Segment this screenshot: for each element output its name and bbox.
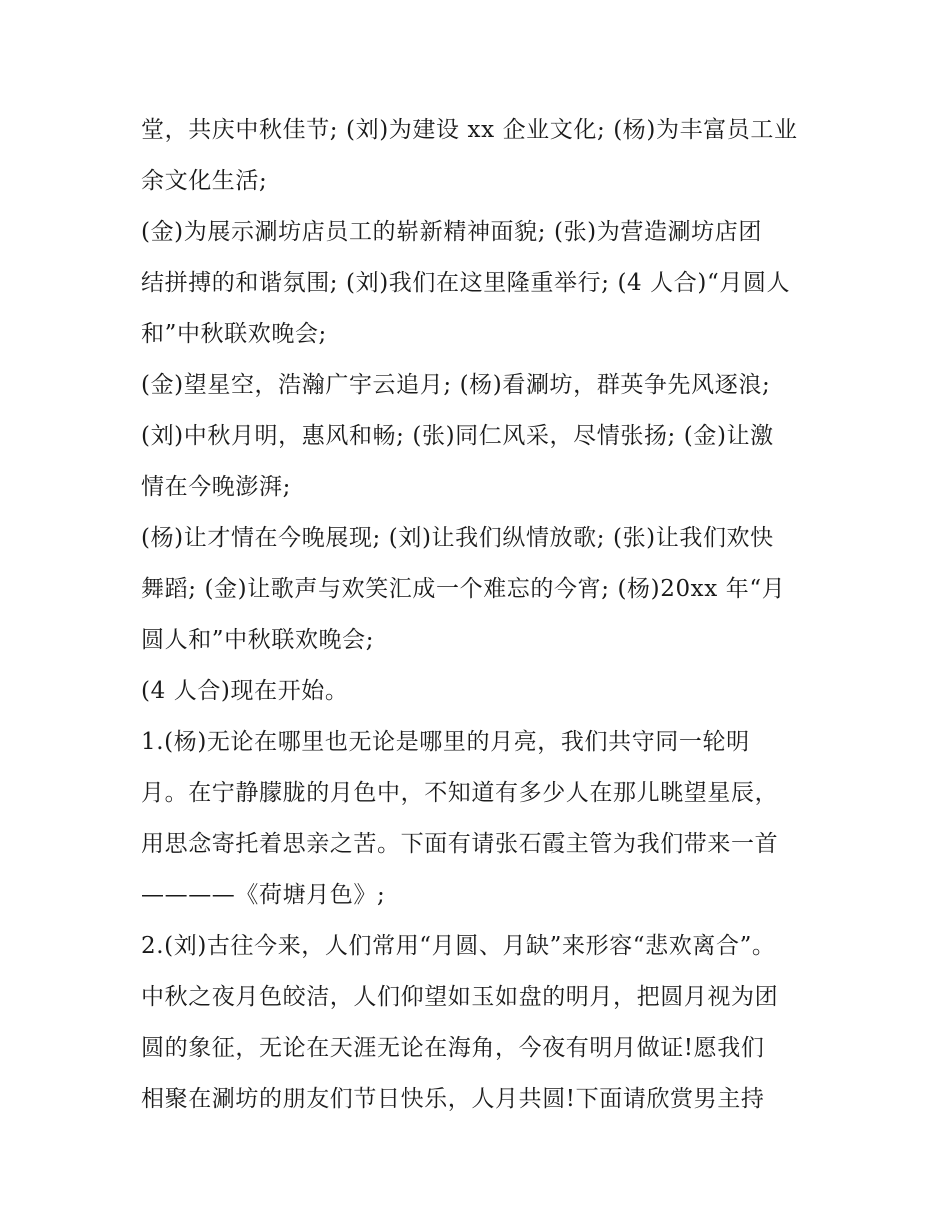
text-line: 圆的象征，无论在天涯无论在海角，今夜有明月做证!愿我们 — [141, 1035, 765, 1061]
text-line: 月。在宁静朦胧的月色中，不知道有多少人在那儿眺望星辰， — [141, 780, 779, 806]
text-line: 2.(刘)古往今来，人们常用“月圆、月缺”来形容“悲欢离合”。 — [141, 933, 776, 959]
text-line: 中秋之夜月色皎洁，人们仰望如玉如盘的明月，把圆月视为团 — [141, 984, 779, 1010]
text-line: 舞蹈; (金)让歌声与欢笑汇成一个难忘的今宵; (杨)20xx 年“月 — [141, 576, 786, 602]
text-line: 结拼搏的和谐氛围; (刘)我们在这里隆重举行; (4 人合)“月圆人 — [141, 270, 791, 296]
text-line: ————《荷塘月色》; — [141, 882, 386, 908]
text-line: 圆人和”中秋联欢晚会; — [141, 627, 375, 653]
text-line: 堂，共庆中秋佳节; (刘)为建设 xx 企业文化; (杨)为丰富员工业 — [141, 117, 798, 143]
text-line: (刘)中秋月明，惠风和畅; (张)同仁风采，尽情张扬; (金)让激 — [141, 423, 774, 449]
document-body — [141, 105, 821, 1125]
text-line: (4 人合)现在开始。 — [141, 678, 349, 704]
text-line: (金)望星空，浩瀚广宇云追月; (杨)看涮坊，群英争先风逐浪; — [141, 372, 771, 398]
text-line: 余文化生活; — [141, 168, 268, 194]
text-line: (金)为展示涮坊店员工的崭新精神面貌; (张)为营造涮坊店团 — [141, 219, 762, 245]
text-line: 1.(杨)无论在哪里也无论是哪里的月亮，我们共守同一轮明 — [141, 729, 750, 755]
text-line: 用思念寄托着思亲之苦。下面有请张石霞主管为我们带来一首 — [141, 831, 779, 857]
text-line: 和”中秋联欢晚会; — [141, 321, 327, 347]
text-line: 情在今晚澎湃; — [141, 474, 291, 500]
text-line: (杨)让才情在今晚展现; (刘)让我们纵情放歌; (张)让我们欢快 — [141, 525, 774, 551]
text-line: 相聚在涮坊的朋友们节日快乐，人月共圆!下面请欣赏男主持 — [141, 1086, 765, 1112]
